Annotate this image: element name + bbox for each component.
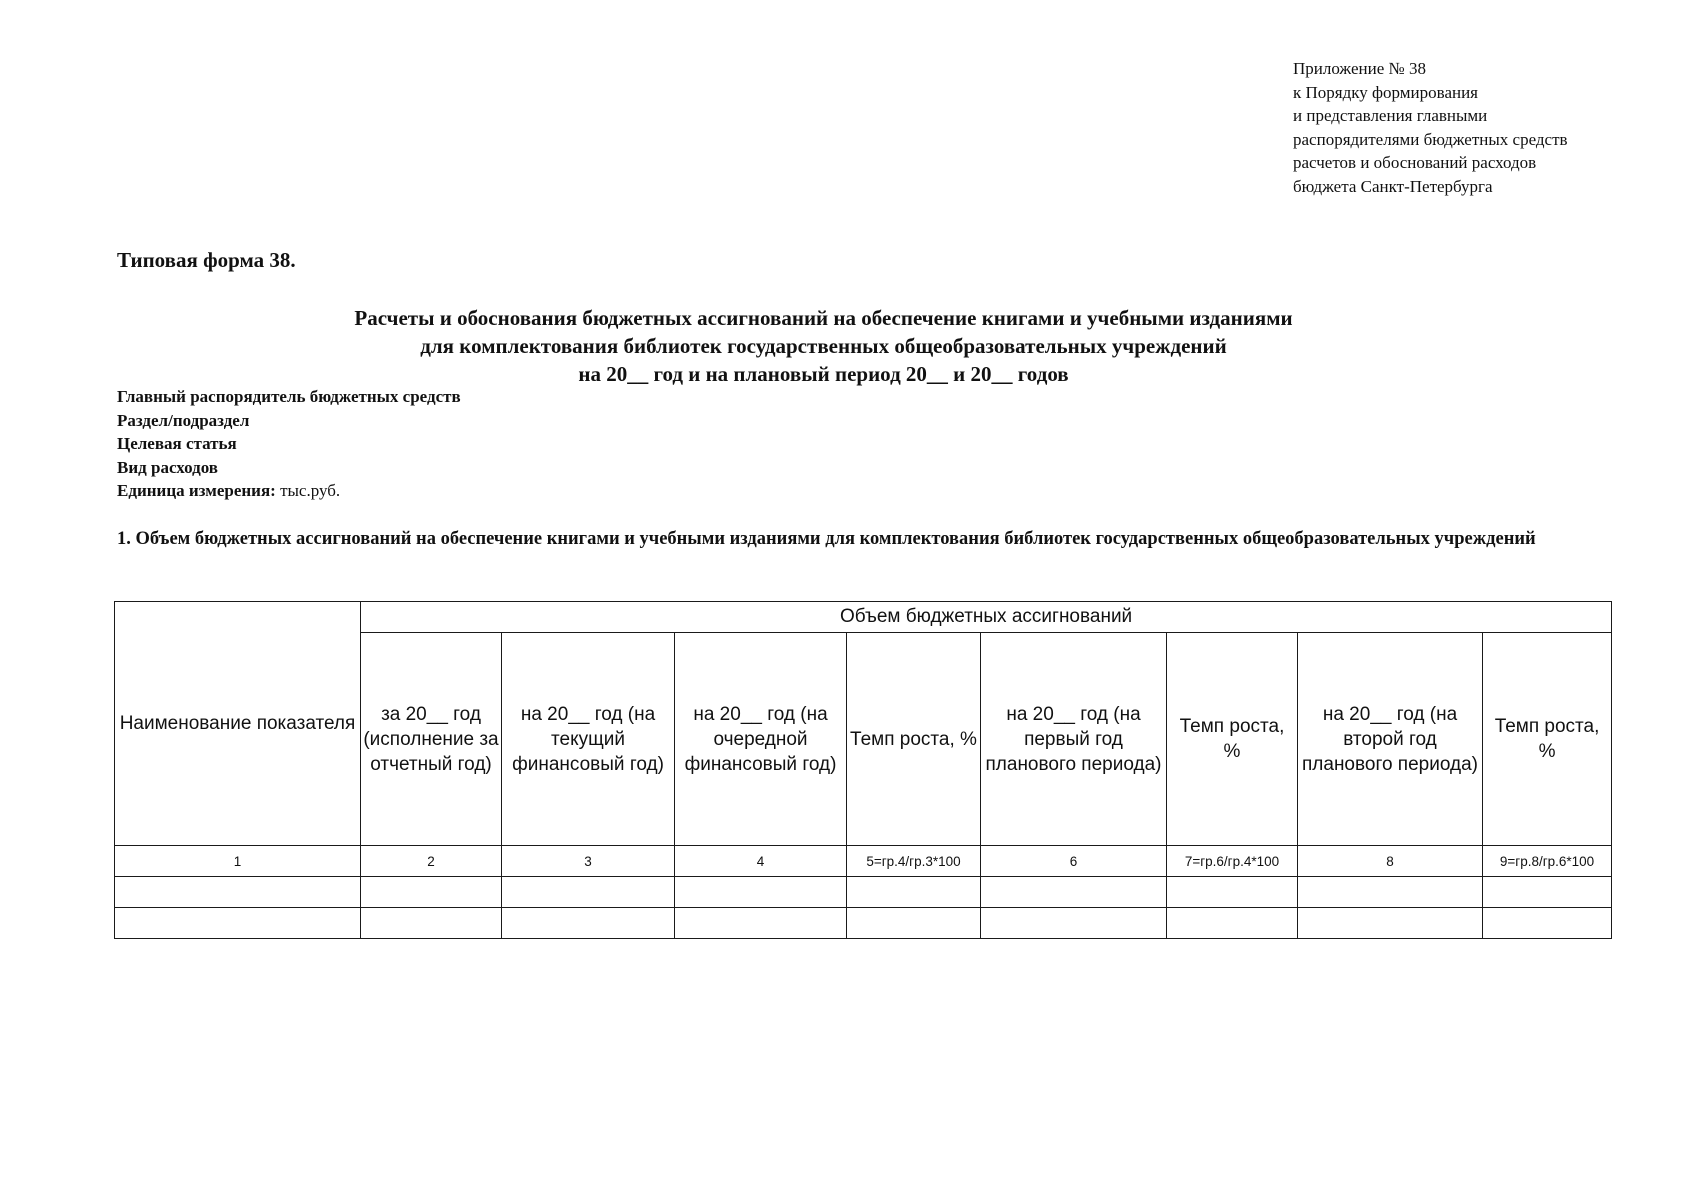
form-meta [117, 385, 461, 503]
column-number: 7=гр.6/гр.4*100 [1167, 846, 1298, 877]
header-appropriations-volume: Объем бюджетных ассигнований [361, 602, 1612, 633]
table-cell[interactable] [502, 908, 675, 939]
main-distributor-label: Главный распорядитель бюджетных средств [117, 387, 461, 406]
table-cell[interactable] [361, 877, 502, 908]
table-cell[interactable] [1483, 908, 1612, 939]
table-cell[interactable] [847, 877, 981, 908]
appendix-line: и представления главными [1293, 106, 1488, 125]
table-cell[interactable] [115, 908, 361, 939]
table-cell[interactable] [1298, 877, 1483, 908]
unit-line [117, 479, 461, 503]
header-current-year: на 20__ год (на текущий финансовый год) [502, 633, 675, 846]
column-number: 5=гр.4/гр.3*100 [847, 846, 981, 877]
unit-value: тыс.руб. [280, 481, 341, 500]
table-cell[interactable] [361, 908, 502, 939]
column-number: 9=гр.8/гр.6*100 [1483, 846, 1612, 877]
header-next-year: на 20__ год (на очередной финансовый год) [675, 633, 847, 846]
appropriations-table [114, 601, 1612, 939]
header-indicator-name: Наименование показателя [115, 602, 361, 846]
title-line: Расчеты и обоснования бюджетных ассигнований на обеспечение книгами и учебными изданиями [354, 306, 1293, 330]
appendix-line: к Порядку формирования [1293, 82, 1478, 102]
target-article-label: Целевая статья [117, 434, 237, 453]
table-cell[interactable] [675, 908, 847, 939]
appendix-line: бюджета Санкт-Петербурга [1293, 176, 1493, 196]
header-second-plan-year: на 20__ год (на второй год планового периода) [1298, 633, 1483, 846]
table-cell[interactable] [502, 877, 675, 908]
column-number: 6 [981, 846, 1167, 877]
table-cell[interactable] [1167, 877, 1298, 908]
column-number: 8 [1298, 846, 1483, 877]
table-cell[interactable] [981, 877, 1167, 908]
form-label: Типовая форма 38. [117, 248, 296, 272]
appendix-line: распорядителями бюджетных средств [1293, 129, 1568, 149]
header-growth-rate: Темп роста, % [1167, 633, 1298, 846]
table-cell[interactable] [847, 908, 981, 939]
header-growth-rate: Темп роста, % [847, 633, 981, 846]
table-cell[interactable] [675, 877, 847, 908]
column-number: 2 [361, 846, 502, 877]
title-line: для комплектования библиотек государственных общеобразовательных учреждений [420, 334, 1227, 358]
appendix-line: Приложение № 38 [1293, 59, 1426, 78]
column-number: 3 [502, 846, 675, 877]
expense-type-label: Вид расходов [117, 457, 218, 477]
title-line: на 20__ год и на плановый период 20__ и 20__ годов [578, 362, 1069, 386]
table-cell[interactable] [1298, 908, 1483, 939]
section-heading: 1. Объем бюджетных ассигнований на обеспечение книгами и учебными изданиями для комплектования библиотек государственных общеобразовательных учреждений [117, 529, 1536, 549]
column-number: 4 [675, 846, 847, 877]
table-cell[interactable] [1167, 908, 1298, 939]
numbering-row [115, 846, 1612, 877]
header-first-plan-year: на 20__ год (на первый год планового периода) [981, 633, 1167, 846]
document-title [117, 304, 1530, 388]
header-growth-rate: Темп роста, % [1483, 633, 1612, 846]
appendix-line: расчетов и обоснований расходов [1293, 153, 1537, 172]
appendix-note [1293, 57, 1568, 198]
table-cell[interactable] [1483, 877, 1612, 908]
header-reporting-year: за 20__ год (исполнение за отчетный год) [361, 633, 502, 846]
table-row [115, 908, 1612, 939]
unit-label: Единица измерения: [117, 481, 276, 500]
table-row [115, 877, 1612, 908]
table-cell[interactable] [981, 908, 1167, 939]
section-label: Раздел/подраздел [117, 410, 250, 430]
column-number: 1 [115, 846, 361, 877]
table-cell[interactable] [115, 877, 361, 908]
